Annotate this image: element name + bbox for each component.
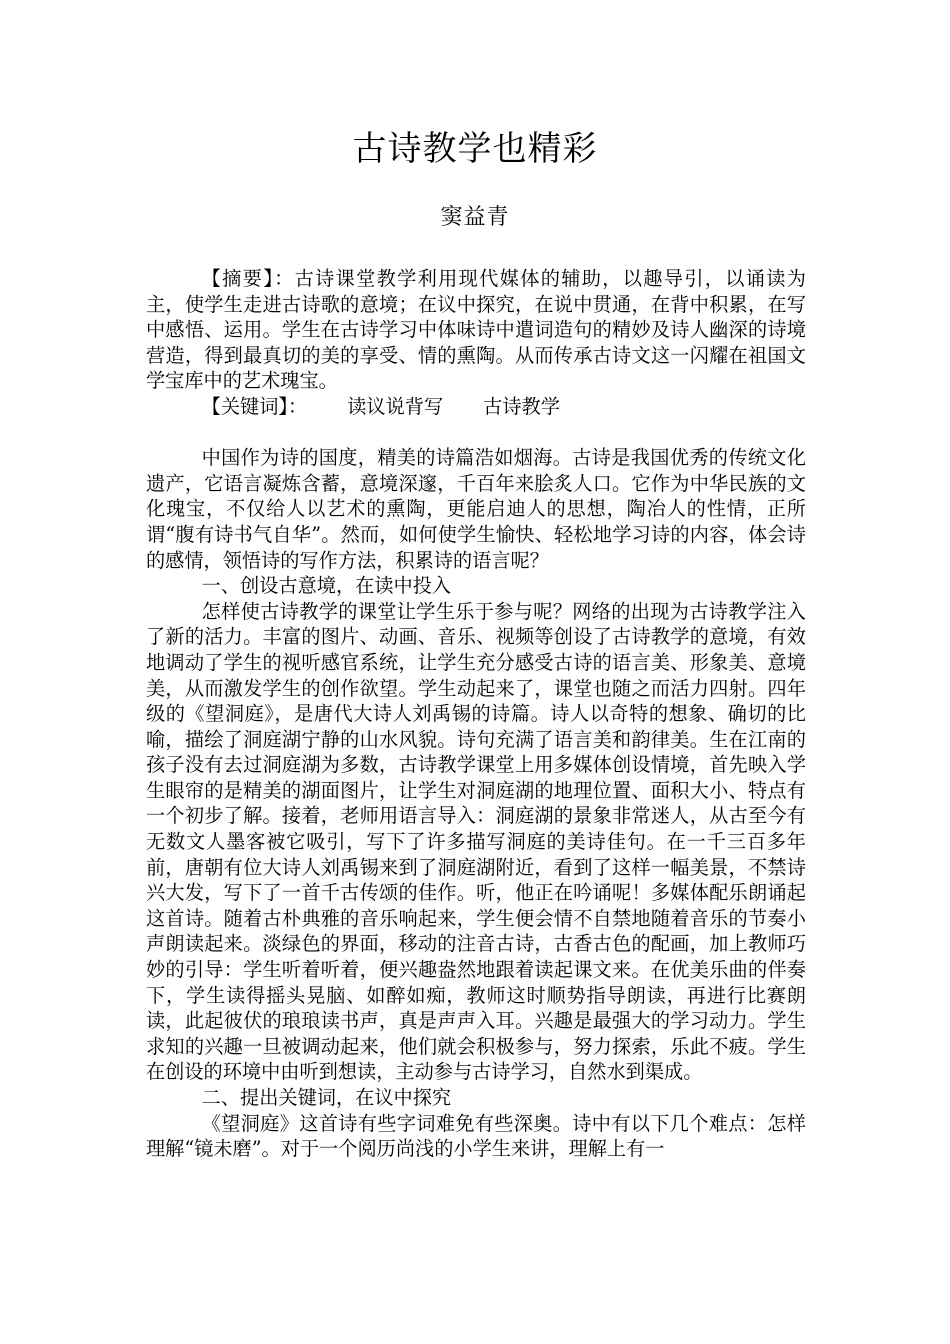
abstract-paragraph: 【摘要】：古诗课堂教学利用现代媒体的辅助，以趣导引，以诵读为主，使学生走进古诗歌的意境；在议中探究，在说中贯通，在背中积累，在写中感悟、运用。学生在古诗学习中体味诗中遣词造句的精妙及诗人幽深的诗境营造，得到最真切的美的享受、情的熏陶。从而传承古诗文这一闪耀在祖国文学宝库中的艺术瑰宝。 [146, 267, 806, 393]
author-name: 窦益青 [440, 205, 510, 230]
page-title: 古诗教学也精彩 [352, 129, 598, 169]
section-2-paragraph: 《望洞庭》这首诗有些字词难免有些深奥。诗中有以下几个难点：怎样理解“镜未磨”。对于一个阅历尚浅的小学生来讲，理解上有一 [146, 1111, 806, 1161]
blank-line [146, 420, 806, 446]
document-body [146, 266, 806, 1162]
intro-paragraph: 中国作为诗的国度，精美的诗篇浩如烟海。古诗是我国优秀的传统文化遗产，它语言凝炼含蓄，意境深邃，千百年来脍炙人口。它作为中华民族的文化瑰宝，不仅给人以艺术的熏陶，更能启迪人的思想，陶冶人的性情，正所谓“腹有诗书气自华”。然而，如何使学生愉快、轻松地学习诗的内容，体会诗的感情，领悟诗的写作方法，积累诗的语言呢？ [146, 446, 806, 572]
section-heading-1: 一、创设古意境，在读中投入 [201, 574, 452, 598]
keyword-term: 读议说背写 [347, 394, 444, 418]
keywords-label: 【关键词】： [201, 394, 308, 418]
keyword-term: 古诗教学 [483, 394, 560, 418]
section-heading-2: 二、提出关键词，在议中探究 [201, 1086, 452, 1109]
keywords-line [146, 394, 806, 420]
section-1-paragraph: 怎样使古诗教学的课堂让学生乐于参与呢？网络的出现为古诗教学注入了新的活力。丰富的图片、动画、音乐、视频等创设了古诗教学的意境，有效地调动了学生的视听感官系统，让学生充分感受古诗的语言美、形象美、意境美，从而激发学生的创作欲望。学生动起来了，课堂也随之而活力四射。四年级的《望洞庭》，是唐代大诗人刘禹锡的诗篇。诗人以奇特的想象、确切的比喻，描绘了洞庭湖宁静的山水风貌。诗句充满了语言美和韵律美。生在江南的孩子没有去过洞庭湖为多数，古诗教学课堂上用多媒体创设情境，首先映入学生眼帘的是精美的湖面图片，让学生对洞庭湖的地理位置、面积大小、特点有一个初步了解。接着，老师用语言导入：洞庭湖的景象非常迷人，从古至今有无数文人墨客被它吸引，写下了许多描写洞庭的美诗佳句。在一千三百多年前，唐朝有位大诗人刘禹锡来到了洞庭湖附近，看到了这样一幅美景，不禁诗兴大发，写下了一首千古传颂的佳作。听，他正在吟诵呢！多媒体配乐朗诵起这首诗。随着古朴典雅的音乐响起来，学生便会情不自禁地随着音乐的节奏小声朗读起来。淡绿色的界面，移动的注音古诗，古香古色的配画，加上教师巧妙的引导：学生听着听着，便兴趣盎然地跟着读起课文来。在优美乐曲的伴奏下，学生读得摇头晃脑、如醉如痴，教师这时顺势指导朗读，再进行比赛朗读，此起彼伏的琅琅读书声，真是声声入耳。兴趣是最强大的学习动力。学生求知的兴趣一旦被调动起来，他们就会积极参与，努力探索，乐此不疲。学生在创设的环境中由听到想读，主动参与古诗学习，自然水到渠成。 [146, 599, 806, 1084]
